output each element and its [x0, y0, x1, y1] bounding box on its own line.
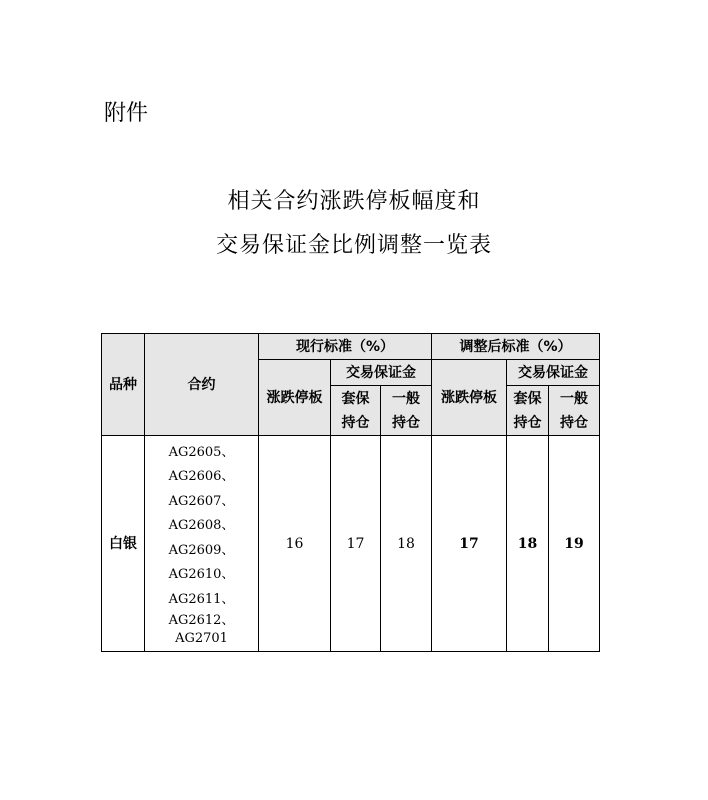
header-current-standard: 现行标准（%） [259, 334, 432, 360]
contract-item: AG2608、 [168, 518, 235, 534]
header-current-general [381, 386, 432, 436]
cell-contracts [145, 436, 259, 652]
header-adjusted-general [549, 386, 600, 436]
contract-item: AG2701 [175, 631, 228, 647]
header-hedge-line1: 套保 [341, 390, 370, 407]
header-current-price-limit: 涨跌停板 [259, 360, 331, 436]
header-hedge-line2: 持仓 [513, 414, 542, 431]
header-variety: 品种 [102, 334, 145, 436]
attachment-label: 附件 [104, 101, 149, 126]
header-current-hedge [331, 386, 381, 436]
header-contract: 合约 [145, 334, 259, 436]
cell-current-price-limit: 16 [259, 436, 331, 652]
header-hedge-line2: 持仓 [341, 414, 370, 431]
header-general-line2: 持仓 [392, 414, 421, 431]
contract-item: AG2607、 [168, 493, 235, 509]
header-adjusted-standard: 调整后标准（%） [432, 334, 600, 360]
contract-item: AG2606、 [168, 469, 235, 485]
header-general-line2: 持仓 [560, 414, 589, 431]
header-general-line1: 一般 [560, 390, 589, 407]
cell-variety: 白银 [102, 436, 145, 652]
cell-adjusted-hedge-margin: 18 [507, 436, 549, 652]
cell-adjusted-general-margin: 19 [549, 436, 600, 652]
contract-item: AG2611、 [168, 591, 235, 607]
header-adjusted-hedge [507, 386, 549, 436]
adjustment-table [101, 333, 600, 652]
header-general-line1: 一般 [392, 390, 421, 407]
contract-item: AG2612、 [168, 613, 235, 629]
cell-current-hedge-margin: 17 [331, 436, 381, 652]
contract-item: AG2605、 [168, 444, 235, 460]
contract-item: AG2610、 [168, 567, 235, 583]
document-title-line1: 相关合约涨跌停板幅度和 [227, 189, 481, 214]
header-current-margin: 交易保证金 [331, 360, 432, 386]
cell-current-general-margin: 18 [381, 436, 432, 652]
document-title-line2: 交易保证金比例调整一览表 [215, 233, 492, 258]
header-hedge-line1: 套保 [513, 390, 542, 407]
header-adjusted-price-limit: 涨跌停板 [432, 360, 507, 436]
header-adjusted-margin: 交易保证金 [507, 360, 600, 386]
contract-item: AG2609、 [168, 542, 235, 558]
cell-adjusted-price-limit: 17 [432, 436, 507, 652]
